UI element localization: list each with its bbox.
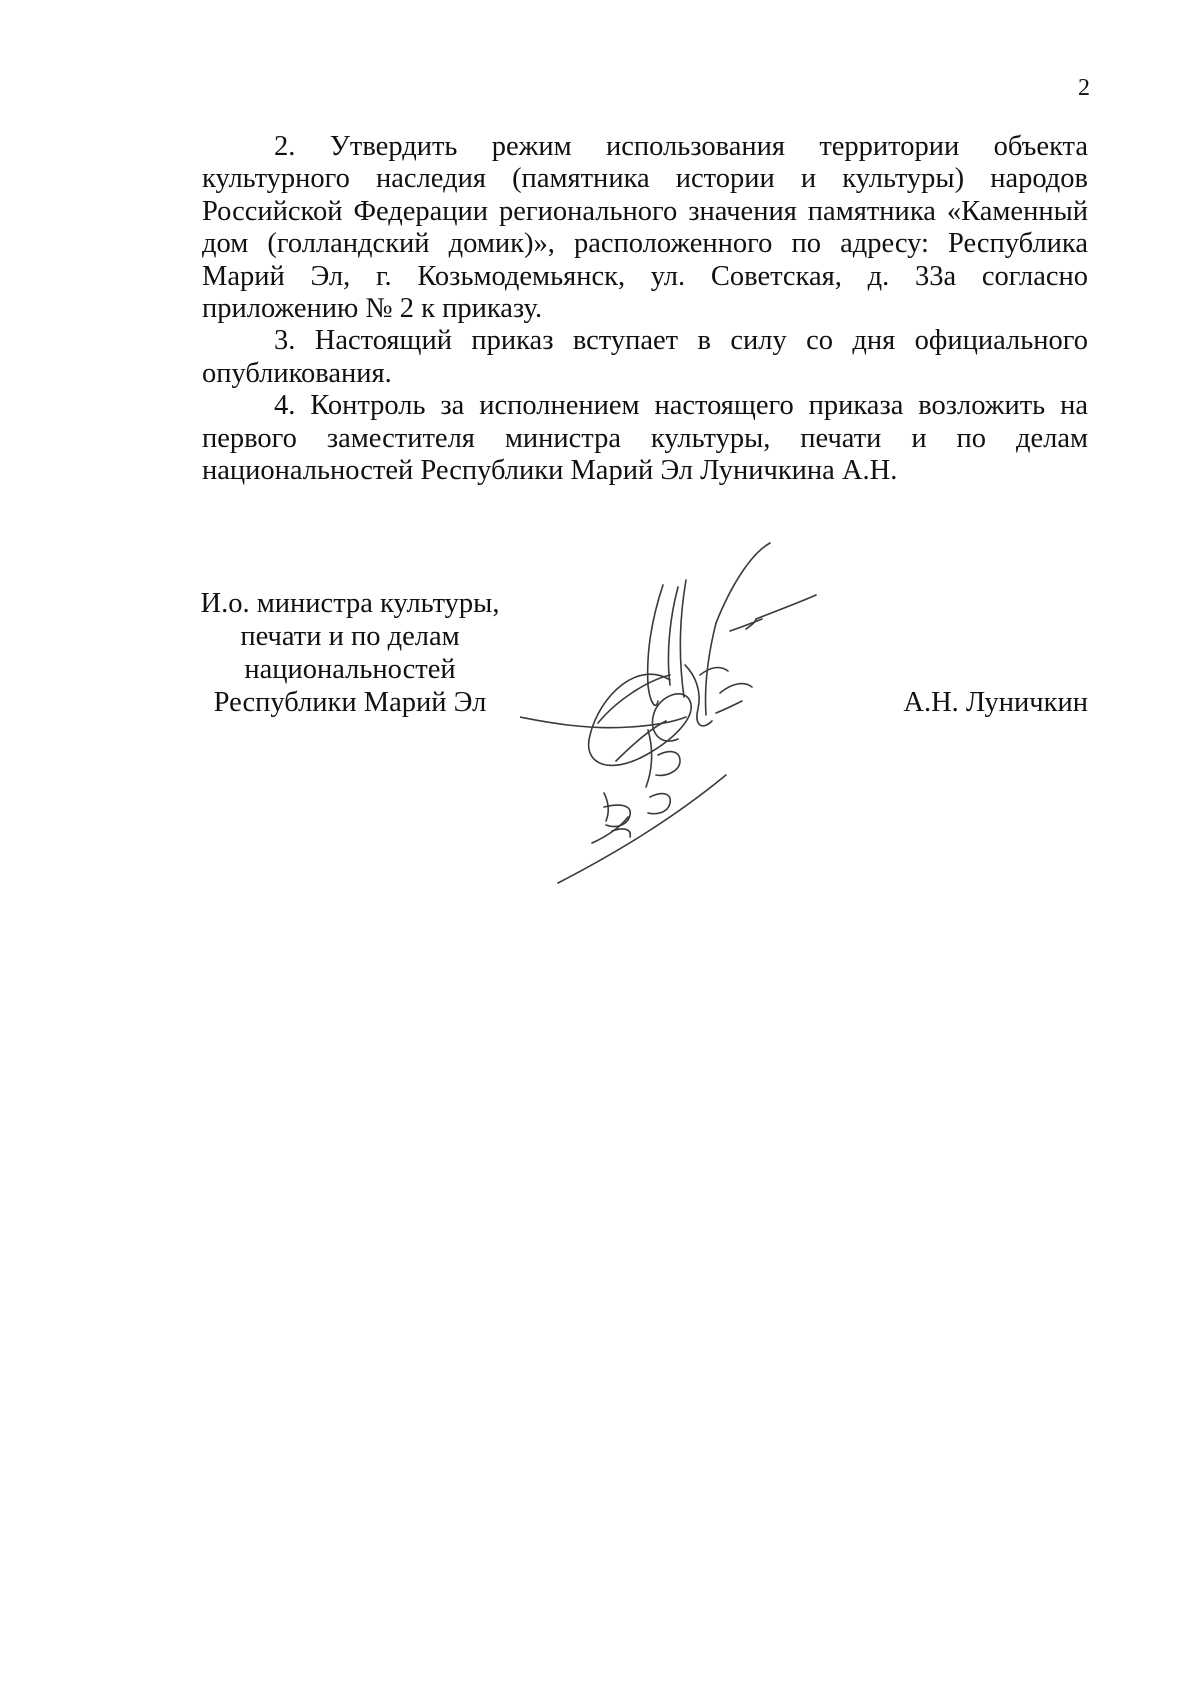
- signer-name: А.Н. Луничкин: [903, 687, 1088, 718]
- signatory-title-line: национальностей: [244, 654, 456, 685]
- signatory-title-line: Республики Марий Эл: [213, 687, 487, 718]
- page-number: 2: [1078, 75, 1090, 101]
- paragraph-control: 4. Контроль за исполнением настоящего приказа возложить на первого заместителя министра культуры, печати и по делам национальностей Республики Марий Эл Луничкина А.Н.: [202, 390, 1088, 487]
- order-body: [202, 131, 1088, 487]
- signatory-title: [190, 587, 510, 719]
- handwritten-signature: [520, 525, 860, 920]
- paragraph-approve-regime: 2. Утвердить режим использования территории объекта культурного наследия (памятника истории и культуры) народов Российской Федерации регионального значения памятника «Каменный дом (голландский домик)», расположенного по адресу: Республика Марий Эл, г. Козьмодемьянск, ул. Советская, д. 33а согласно приложению № 2 к приказу.: [202, 131, 1088, 325]
- paragraph-effective-date: 3. Настоящий приказ вступает в силу со дня официального опубликования.: [202, 325, 1088, 389]
- signatory-title-line: печати и по делам: [240, 621, 460, 652]
- signatory-title-line: И.о. министра культуры,: [200, 588, 500, 619]
